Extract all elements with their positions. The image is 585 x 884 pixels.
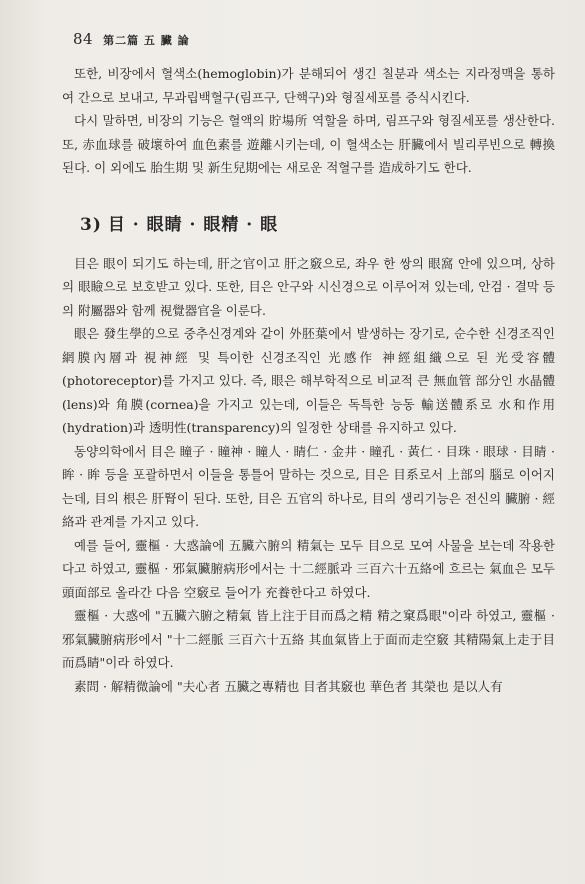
paragraph: 素問 · 解精微論에 "夫心者 五臟之專精也 目者其竅也 華色者 其榮也 是以人有	[74, 678, 503, 694]
paragraph: 目은 眼이 되기도 하는데, 肝之官이고 肝之竅으로, 좌우 한 쌍의 眼窩 안에 있으며, 상하의 眼瞼으로 보호받고 있다. 또한, 目은 안구와 시신경으로 이루어져 있는데, 안검 · 결막 등의 附屬器와 함께 視覺器官을 이룬다.	[62, 255, 555, 318]
section-title: 目 · 眼睛 · 眼精 · 眼	[107, 214, 279, 235]
page-number: 84	[73, 30, 94, 48]
paragraph: 또한, 비장에서 혈색소(hemoglobin)가 분해되어 생긴 칠분과 색소는 지라정맥을 통하여 간으로 보내고, 무과립백혈구(림프구, 단핵구)와 형질세포를 증식시킨다.	[62, 66, 555, 105]
section-number: 3)	[80, 214, 102, 235]
chapter-title: 第二篇 五 臟 論	[103, 34, 190, 47]
paragraph: 靈樞 · 大惑에 "五臟六腑之精氣 皆上注于目而爲之精 精之窠爲眼"이라 하였고, 靈樞 · 邪氣臟腑病形에서 "十二經脈 三百六十五絡 其血氣皆上于面而走空竅 其精陽氣上走于目而爲睛"이라 하였다.	[62, 608, 555, 670]
running-head	[73, 30, 190, 48]
body-text	[62, 62, 555, 698]
paragraph: 眼은 發生學的으로 중추신경계와 같이 外胚葉에서 발생하는 장기로, 순수한 신경조직인 網膜內層과 視神經 및 특이한 신경조직인 光感作 神經組織으로 된 光受容體(photoreceptor)를 가지고 있다. 즉, 眼은 해부학적으로 비교적 큰 無血管 部分인 水晶體(lens)와 角膜(cornea)을 가지고 있는데, 이들은 독특한 능동 輸送體系로 水和作用(hydration)과 透明性(transparency)의 일정한 상태를 유지하고 있다.	[62, 326, 555, 435]
paragraph: 예를 들어, 靈樞 · 大惑論에 五臟六腑의 精氣는 모두 目으로 모여 사물을 보는데 작용한다고 하였고, 靈樞 · 邪氣臟腑病形에서는 十二經脈과 三百六十五絡에 흐르는 氣血은 모두 頭面部로 올라간 다음 空竅로 들어가 充養한다고 하였다.	[62, 537, 555, 600]
paragraph: 동양의학에서 目은 瞳子 · 瞳神 · 瞳人 · 睛仁 · 金井 · 瞳孔 · 黃仁 · 目珠 · 眼球 · 目睛 · 眸 · 眸 등을 포괄하면서 이들을 통틀어 말하는 것으로, 目은 目系로서 上部의 腦로 이어지는데, 目의 根은 肝腎이 된다. 또한, 目은 五官의 하나로, 目의 생리기능은 전신의 臟腑 · 經絡과 관계를 가지고 있다.	[62, 443, 555, 529]
section-heading	[80, 214, 555, 236]
paragraph: 다시 말하면, 비장의 기능은 혈액의 貯場所 역할을 하며, 림프구와 형질세포를 생산한다. 또, 赤血球를 破壞하여 血色素를 遊離시키는데, 이 혈색소는 肝臟에서 빌리루빈으로 轉換된다. 이 외에도 胎生期 및 新生兒期에는 새로운 적혈구를 造成하기도 한다.	[62, 113, 555, 175]
